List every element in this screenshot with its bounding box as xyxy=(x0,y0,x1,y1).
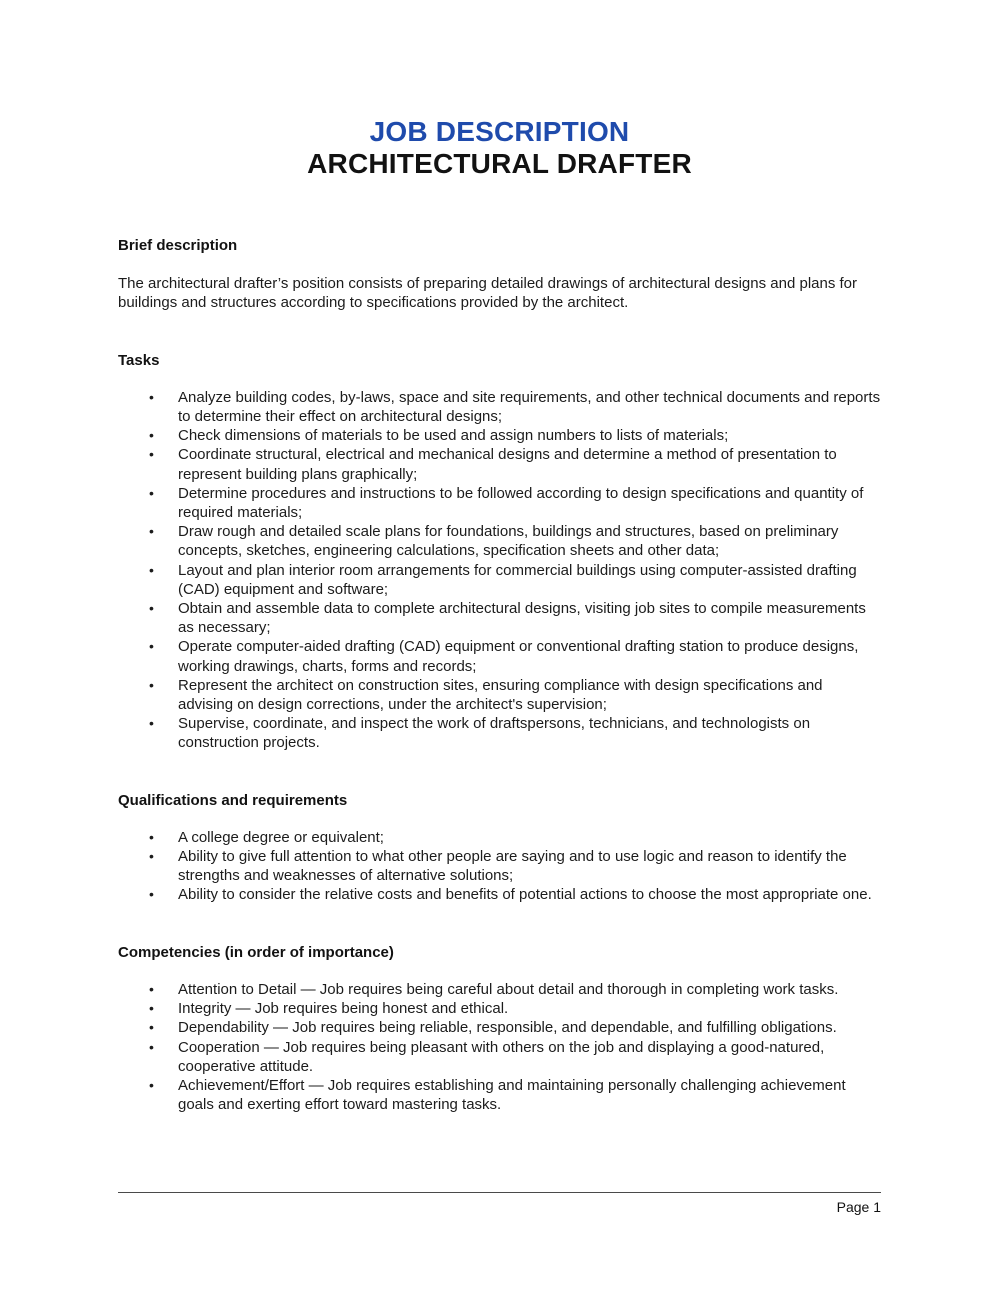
section-heading: Competencies (in order of importance) xyxy=(118,943,394,961)
bullet-icon: • xyxy=(149,715,154,732)
document-title xyxy=(118,116,881,180)
section-qualifications-and-requirements xyxy=(118,791,881,905)
page-footer xyxy=(118,1192,881,1217)
list-item xyxy=(118,522,881,560)
list-item xyxy=(118,1076,881,1114)
list-item xyxy=(118,388,881,426)
bullet-icon: • xyxy=(149,980,154,997)
list-item-text: Check dimensions of materials to be used and assign numbers to lists of materials; xyxy=(178,427,729,445)
list-item-text: Ability to give full attention to what other people are saying and to use logic and reason to identify the strengths and weaknesses of alternative solutions; xyxy=(178,848,847,885)
list-item-text: Cooperation — Job requires being pleasant with others on the job and displaying a good-natured, cooperative attitude. xyxy=(178,1038,825,1075)
section-bullet-list xyxy=(118,388,881,753)
bullet-icon: • xyxy=(149,484,154,501)
list-item-text: Attention to Detail — Job requires being careful about detail and thorough in completing work tasks. xyxy=(178,980,839,998)
list-item xyxy=(118,561,881,599)
list-item-text: Determine procedures and instructions to be followed according to design specifications and quantity of required materials; xyxy=(178,484,864,522)
bullet-icon: • xyxy=(149,828,154,845)
document-title-line1: JOB DESCRIPTION xyxy=(369,116,630,147)
list-item-text: Integrity — Job requires being honest and ethical. xyxy=(178,1000,509,1018)
bullet-icon: • xyxy=(149,1019,154,1036)
section-heading: Brief description xyxy=(118,237,238,254)
section-heading: Qualifications and requirements xyxy=(118,791,348,809)
list-item-text: Obtain and assemble data to complete architectural designs, visiting job sites to compile measurements as necessary; xyxy=(178,600,866,637)
list-item xyxy=(118,999,881,1018)
section-paragraph: The architectural drafter’s position consists of preparing detailed drawings of architectural designs and plans for buildings and structures according to specifications provided by the architect. xyxy=(118,275,858,312)
document-content xyxy=(118,0,881,1114)
list-item-text: Analyze building codes, by-laws, space and site requirements, and other technical documents and reports to determine their effect on architectural designs; xyxy=(178,388,881,426)
list-item-text: Ability to consider the relative costs and benefits of potential actions to choose the most appropriate one. xyxy=(178,886,872,904)
document-title-line2: ARCHITECTURAL DRAFTER xyxy=(307,148,692,179)
list-item xyxy=(118,714,881,752)
section-bullet-list xyxy=(118,828,881,905)
list-item-text: Represent the architect on construction sites, ensuring compliance with design specifications and advising on design corrections, under the architect's supervision; xyxy=(178,676,823,714)
bullet-icon: • xyxy=(149,848,154,865)
bullet-icon: • xyxy=(149,561,154,578)
list-item xyxy=(118,1018,881,1037)
list-item-text: Coordinate structural, electrical and mechanical designs and determine a method of presentation to represent building plans graphically; xyxy=(178,446,837,483)
list-item xyxy=(118,599,881,637)
section-competencies-in-order-of-importance xyxy=(118,943,881,1115)
list-item xyxy=(118,637,881,675)
list-item xyxy=(118,847,881,885)
list-item-text: Operate computer-aided drafting (CAD) equipment or conventional drafting station to produce designs, working drawings, charts, forms and records; xyxy=(178,638,859,675)
list-item xyxy=(118,1038,881,1076)
list-item-text: A college degree or equivalent; xyxy=(178,828,384,846)
bullet-icon: • xyxy=(149,1000,154,1017)
list-item xyxy=(118,828,881,847)
list-item xyxy=(118,676,881,714)
bullet-icon: • xyxy=(149,886,154,903)
list-item xyxy=(118,980,881,999)
section-bullet-list xyxy=(118,980,881,1114)
section-brief-description xyxy=(118,236,881,313)
bullet-icon: • xyxy=(149,446,154,463)
section-tasks xyxy=(118,351,881,753)
bullet-icon: • xyxy=(149,427,154,444)
list-item xyxy=(118,484,881,522)
list-item-text: Dependability — Job requires being reliable, responsible, and dependable, and fulfilling obligations. xyxy=(178,1019,837,1037)
list-item-text: Achievement/Effort — Job requires establishing and maintaining personally challenging achievement goals and exerting effort toward mastering tasks. xyxy=(178,1076,846,1114)
bullet-icon: • xyxy=(149,1076,154,1093)
bullet-icon: • xyxy=(149,523,154,540)
list-item xyxy=(118,426,881,445)
section-heading: Tasks xyxy=(118,351,160,369)
list-item xyxy=(118,885,881,904)
list-item xyxy=(118,445,881,483)
bullet-icon: • xyxy=(149,600,154,617)
bullet-icon: • xyxy=(149,1038,154,1055)
bullet-icon: • xyxy=(149,676,154,693)
page-number-label: Page 1 xyxy=(836,1199,881,1215)
list-item-text: Layout and plan interior room arrangements for commercial buildings using computer-assisted drafting (CAD) equipment and software; xyxy=(178,561,857,598)
document-sections xyxy=(118,236,881,1114)
list-item-text: Draw rough and detailed scale plans for foundations, buildings and structures, based on preliminary concepts, sketches, engineering calculations, specification sheets and other data; xyxy=(178,523,839,560)
bullet-icon: • xyxy=(149,388,154,405)
list-item-text: Supervise, coordinate, and inspect the work of draftspersons, technicians, and technologists on construction projects. xyxy=(178,715,811,752)
bullet-icon: • xyxy=(149,638,154,655)
